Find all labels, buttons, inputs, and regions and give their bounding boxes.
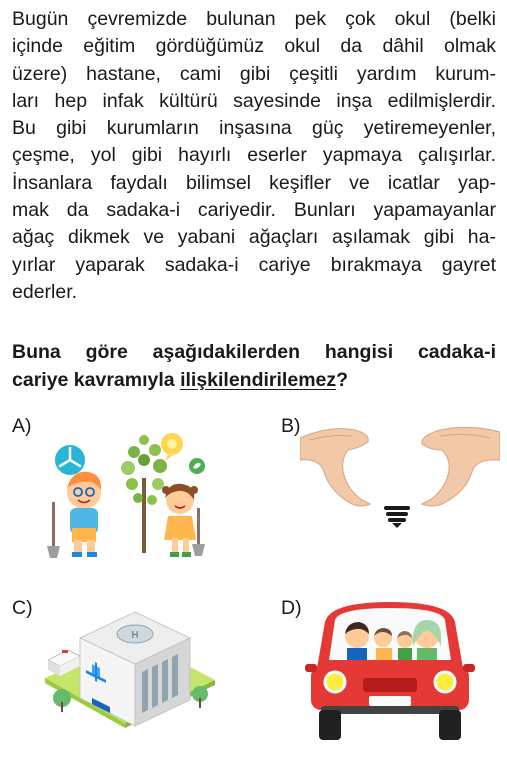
option-b-hands-lightbulb-image[interactable] bbox=[300, 420, 500, 530]
question-mark: ? bbox=[336, 369, 349, 391]
passage-line: ederler. bbox=[12, 280, 78, 303]
sun-bubble-icon bbox=[161, 433, 183, 462]
passage-line: Bu gibi kurumların inşasına güç yetiremeyenler, bbox=[12, 117, 496, 140]
passage bbox=[12, 6, 496, 306]
option-d-family-in-red-car-image[interactable] bbox=[305, 598, 475, 746]
passage-line: İnsanlara faydalı bilimsel keşifler ve icatlar yap- bbox=[12, 171, 496, 194]
option-a-label[interactable]: A) bbox=[12, 415, 32, 437]
passage-line: içinde eğitim gördüğümüz okul da dâhil olmak bbox=[12, 35, 496, 58]
question-line-2-prefix: cariye kavramıyla bbox=[12, 369, 181, 391]
passage-line: yırlar yaparak sadaka-i cariye bırakmaya gayret bbox=[12, 253, 496, 276]
question-line-1: Buna göre aşağıdakilerden hangisi cadaka-i bbox=[12, 341, 496, 363]
question-line-2 bbox=[12, 366, 496, 394]
svg-text:H: H bbox=[131, 630, 139, 641]
option-c-hospital-building-image[interactable] bbox=[40, 598, 218, 748]
option-c-label[interactable]: C) bbox=[12, 597, 33, 619]
option-b-label[interactable]: B) bbox=[281, 415, 301, 437]
tree-icon bbox=[121, 435, 167, 553]
girl-figure bbox=[162, 484, 205, 557]
passage-line: ağaç dikmek ve yabani ağaçları aşılamak gibi ha- bbox=[12, 226, 496, 249]
lightbulb-base-icon bbox=[384, 506, 410, 528]
passage-line: ları hep infak kültürü sayesinde inşa edilmişlerdir. bbox=[12, 89, 496, 112]
passage-line: Bugün çevremizde bulunan pek çok okul (belki bbox=[12, 8, 496, 30]
passage-line: çeşme, yol gibi hayırlı eserler yapmaya çalışırlar. bbox=[12, 144, 496, 167]
question-stem bbox=[12, 338, 496, 394]
passage-line: mak da sadaka-i cariyedir. Bunları yapamayanlar bbox=[12, 199, 496, 222]
leaf-bubble-icon bbox=[189, 458, 205, 474]
option-d-label[interactable]: D) bbox=[281, 597, 302, 619]
passage-line: üzere) hastane, cami gibi çeşitli yardım kurum- bbox=[12, 62, 496, 85]
red-car-icon bbox=[305, 602, 475, 740]
boy-figure bbox=[47, 472, 101, 558]
option-a-children-planting-tree-image[interactable] bbox=[42, 428, 222, 560]
question-negation-emphasis: ilişkilendirilemez bbox=[180, 369, 337, 391]
